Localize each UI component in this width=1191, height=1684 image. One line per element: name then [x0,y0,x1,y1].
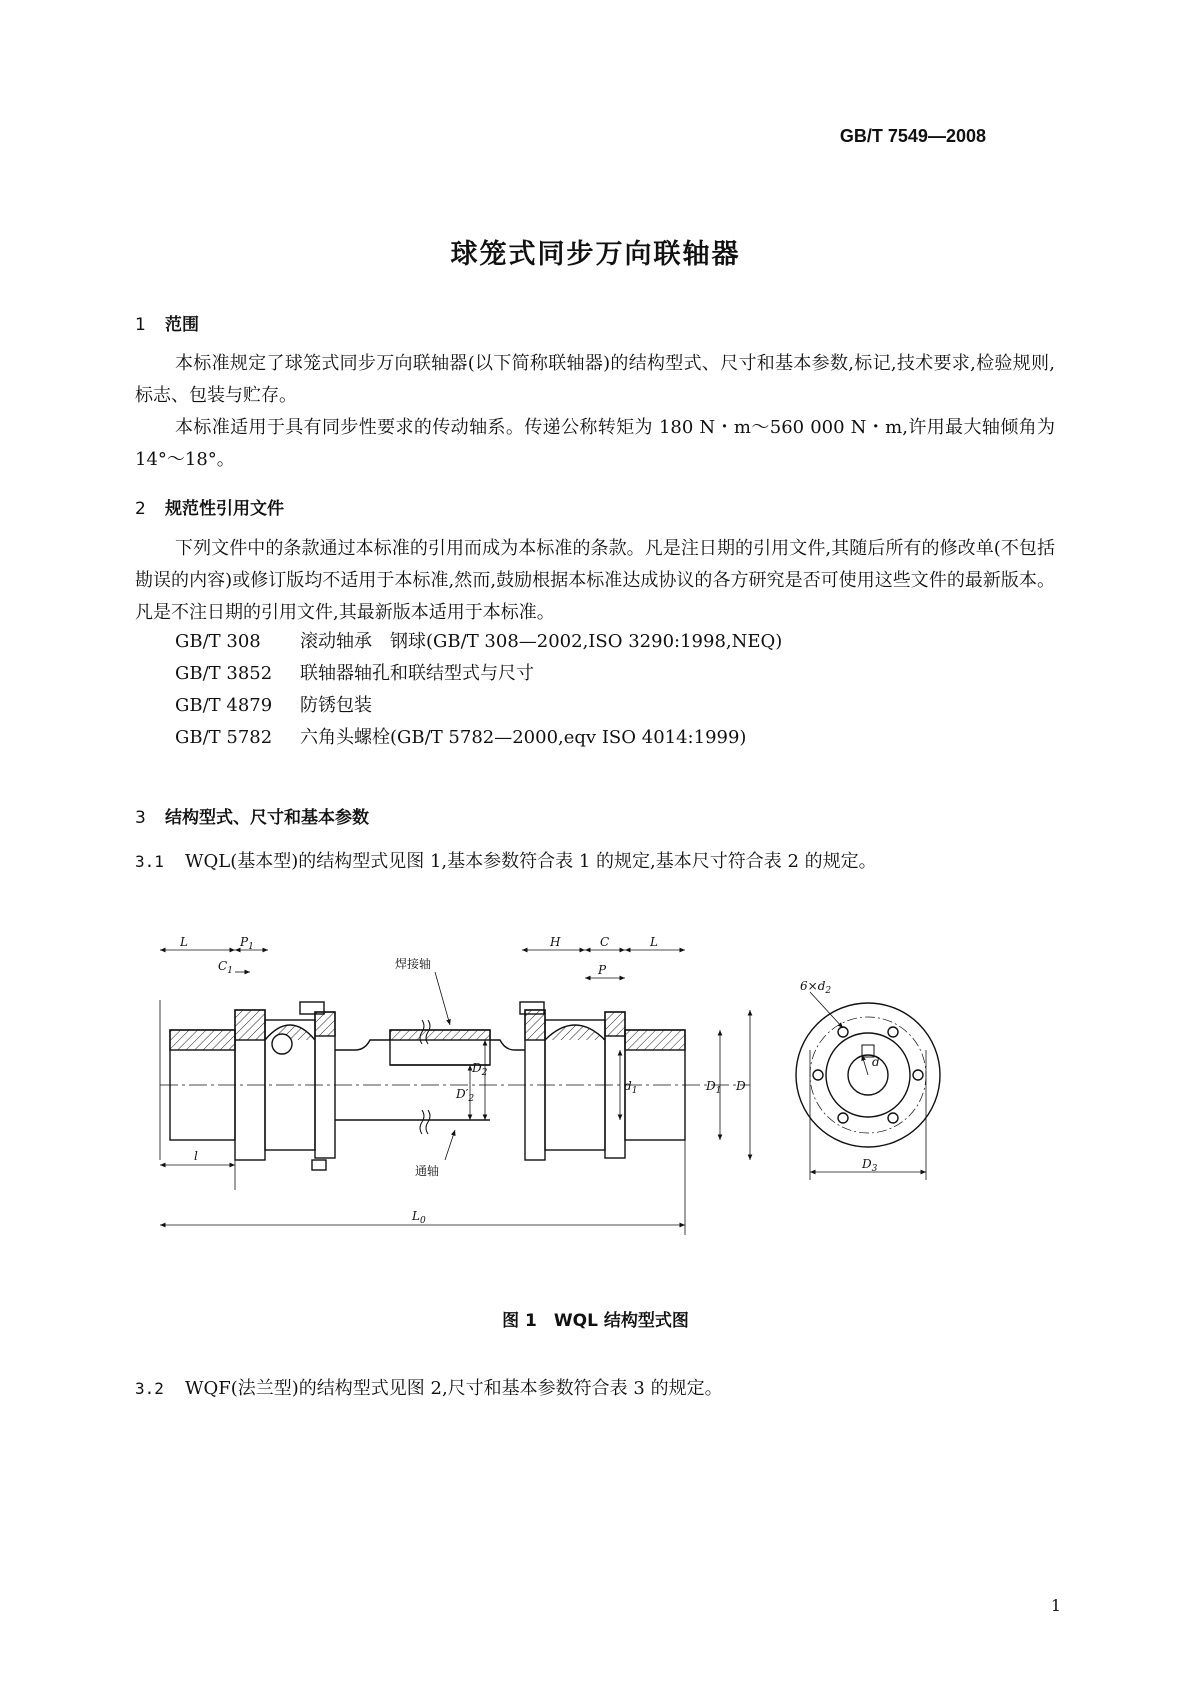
reference-code: GB/T 5782 [175,727,273,748]
reference-item [175,626,782,658]
reference-title: 六角头螺栓(GB/T 5782—2000,eqv ISO 4014:1999) [300,727,747,748]
scope-paragraph-2: 本标准适用于具有同步性要求的传动轴系。传递公称转矩为 180 N・m～560 000 N・m,许用最大轴倾角为 14°～18°。 [135,417,1055,470]
clause-number: 3.1 [135,852,164,871]
reference-item [175,690,782,722]
label-through-shaft: 通轴 [415,1164,440,1178]
section-1-heading [135,310,199,335]
label-holes: $6\times d_2$ [800,979,832,996]
section-3-heading [135,803,369,828]
dim-D: D [736,1079,746,1093]
dim-C1: $C_1$ [218,959,233,976]
section-number: 2 [135,499,146,519]
section-2-heading [135,494,284,519]
reference-code: GB/T 308 [175,631,261,652]
dim-D2: $D_2$ [472,1061,488,1078]
clause-text: WQF(法兰型)的结构型式见图 2,尺寸和基本参数符合表 3 的规定。 [185,1378,723,1399]
scope-text [135,348,1055,476]
section-number: 3 [135,808,146,828]
reference-title: 联轴器轴孔和联结型式与尺寸 [300,663,534,684]
section-title: 结构型式、尺寸和基本参数 [165,808,369,828]
dim-H: H [550,935,561,949]
document-title: 球笼式同步万向联轴器 [450,239,741,270]
reference-item [175,722,782,754]
wql-structure-drawing [150,935,1050,1270]
reference-item [175,658,782,690]
dim-P: P [598,963,607,977]
figure-caption: 图 1 WQL 结构型式图 [502,1311,689,1331]
reference-title: 防锈包装 [300,695,372,716]
dim-D3: $D_3$ [862,1157,878,1174]
clause-3-2 [135,1374,723,1400]
dim-L-right: L [650,935,658,949]
standard-number: GB/T 7549—2008 [839,126,986,146]
dim-P1: $P_1$ [240,935,254,952]
section-number: 1 [135,315,146,335]
dim-d: d [872,1055,880,1069]
normative-intro-paragraph: 下列文件中的条款通过本标准的引用而成为本标准的条款。凡是注日期的引用文件,其随后所有的修改单(不包括勘误的内容)或修订版均不适用于本标准,然而,鼓励根据本标准达成协议的各方研究是否可使用这些文件的最新版本。凡是不注日期的引用文件,其最新版本适用于本标准。 [135,538,1055,623]
dim-l: l [194,1149,198,1163]
reference-code: GB/T 4879 [175,695,273,716]
label-weld-shaft: 焊接轴 [395,957,432,971]
dim-d1: $d_1$ [624,1079,638,1096]
scope-paragraph-1: 本标准规定了球笼式同步万向联轴器(以下简称联轴器)的结构型式、尺寸和基本参数,标记,技术要求,检验规则,标志、包装与贮存。 [135,353,1055,406]
clause-3-1 [135,847,877,873]
clause-number: 3.2 [135,1379,164,1398]
dim-D1: $D_1$ [706,1079,722,1096]
clause-text: WQL(基本型)的结构型式见图 1,基本参数符合表 1 的规定,基本尺寸符合表 2 的规定。 [185,851,877,872]
dim-C: C [600,935,610,949]
section-title: 范围 [165,315,199,335]
reference-title: 滚动轴承 钢球(GB/T 308—2002,ISO 3290:1998,NEQ) [300,631,783,652]
reference-list [175,626,782,754]
section-title: 规范性引用文件 [165,499,284,519]
page-number: 1 [1050,1596,1061,1615]
dim-D2-prime: $D'_2$ [456,1087,475,1104]
normative-intro [135,533,1055,629]
reference-code: GB/T 3852 [175,663,273,684]
dim-L0: $L_0$ [412,1209,426,1226]
dim-L-left: L [180,935,188,949]
